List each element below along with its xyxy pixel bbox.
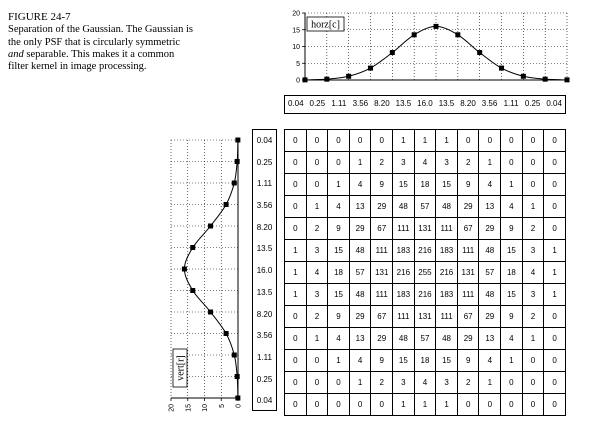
horz-value: 0.04: [546, 99, 562, 108]
horz-value: 13.5: [438, 99, 455, 108]
kernel-cell: 0: [544, 174, 566, 196]
kernel-cell: 0: [285, 130, 307, 152]
kernel-cell: 29: [457, 328, 479, 350]
vert-data-point: [224, 331, 229, 336]
kernel-cell: 4: [414, 152, 436, 174]
kernel-cell: 48: [436, 196, 458, 218]
kernel-cell: 2: [457, 152, 479, 174]
kernel-cell: 0: [306, 394, 328, 416]
kernel-cell: 4: [306, 262, 328, 284]
vert-value: 8.20: [256, 309, 273, 319]
vert-value: 1.11: [257, 179, 272, 189]
kernel-cell: 15: [328, 284, 350, 306]
kernel-cell: 57: [414, 328, 436, 350]
kernel-cell: 216: [436, 262, 458, 284]
kernel-cell: 9: [501, 306, 523, 328]
kernel-cell: 0: [501, 394, 523, 416]
vert-xtick-label: 10: [202, 404, 209, 412]
kernel-cell: 57: [349, 262, 371, 284]
kernel-cell: 3: [436, 152, 458, 174]
horz-data-point: [434, 24, 439, 29]
kernel-cell: 2: [371, 372, 393, 394]
kernel-cell: 9: [501, 218, 523, 240]
kernel-cell: 2: [522, 306, 544, 328]
kernel-cell: 1: [393, 394, 415, 416]
kernel-cell: 0: [328, 372, 350, 394]
horz-ytick-label: 5: [296, 60, 300, 68]
kernel-cell: 0: [306, 152, 328, 174]
kernel-cell: 111: [393, 306, 415, 328]
kernel-cell: 0: [522, 174, 544, 196]
kernel-cell: 3: [393, 152, 415, 174]
kernel-row: [285, 262, 566, 284]
kernel-cell: 3: [306, 284, 328, 306]
kernel-cell: 3: [393, 372, 415, 394]
horz-data-point: [390, 50, 395, 55]
horz-value: 16.0: [417, 99, 433, 108]
kernel-cell: 216: [414, 240, 436, 262]
horz-ytick-label: 0: [296, 77, 300, 85]
horz-value: 0.25: [309, 99, 326, 108]
kernel-cell: 111: [371, 284, 393, 306]
kernel-row: [285, 196, 566, 218]
horz-data-point: [455, 32, 460, 37]
kernel-row: [285, 152, 566, 174]
kernel-cell: 131: [414, 218, 436, 240]
kernel-cell: 4: [479, 174, 501, 196]
kernel-row: [285, 306, 566, 328]
kernel-cell: 0: [457, 394, 479, 416]
horz-data-point: [543, 77, 548, 82]
kernel-cell: 15: [393, 174, 415, 196]
kernel-cell: 183: [393, 240, 415, 262]
kernel-cell: 3: [522, 284, 544, 306]
caption-line-4: filter kernel in image processing.: [8, 61, 147, 73]
kernel-cell: 0: [285, 306, 307, 328]
kernel-cell: 1: [393, 130, 415, 152]
kernel-row: [285, 328, 566, 350]
kernel-cell: 3: [306, 240, 328, 262]
kernel-cell: 0: [544, 152, 566, 174]
kernel-cell: 0: [285, 152, 307, 174]
kernel-cell: 67: [371, 218, 393, 240]
vert-data-point: [235, 138, 240, 143]
kernel-cell: 15: [501, 240, 523, 262]
kernel-cell: 0: [479, 394, 501, 416]
kernel-cell: 4: [479, 350, 501, 372]
kernel-cell: 255: [414, 262, 436, 284]
kernel-cell: 216: [393, 262, 415, 284]
kernel-cell: 15: [393, 350, 415, 372]
vert-value: 13.5: [256, 244, 273, 254]
kernel-cell: 0: [522, 394, 544, 416]
kernel-cell: 9: [457, 350, 479, 372]
kernel-cell: 0: [285, 218, 307, 240]
kernel-cell: 48: [393, 196, 415, 218]
kernel-row: [285, 394, 566, 416]
kernel-cell: 0: [285, 328, 307, 350]
kernel-cell: 0: [349, 130, 371, 152]
kernel-cell: 1: [436, 394, 458, 416]
vert-xtick-label: 0: [235, 404, 243, 408]
horz-data-point: [303, 77, 308, 82]
kernel-cell: 0: [522, 130, 544, 152]
kernel-cell: 15: [501, 284, 523, 306]
vert-value: 1.11: [257, 352, 272, 362]
kernel-cell: 0: [544, 130, 566, 152]
kernel-cell: 0: [306, 350, 328, 372]
kernel-cell: 1: [544, 240, 566, 262]
vert-data-point: [232, 181, 237, 186]
kernel-cell: 0: [522, 372, 544, 394]
kernel-cell: 15: [436, 350, 458, 372]
kernel-cell: 3: [522, 240, 544, 262]
kernel-cell: 0: [457, 130, 479, 152]
vert-data-point: [235, 374, 240, 379]
horz-data-point: [521, 74, 526, 79]
kernel-cell: 131: [414, 306, 436, 328]
kernel-cell: 1: [306, 328, 328, 350]
vert-data-point: [224, 202, 229, 207]
kernel-cell: 9: [371, 350, 393, 372]
kernel-cell: 48: [393, 328, 415, 350]
kernel-cell: 111: [393, 218, 415, 240]
kernel-cell: 131: [457, 262, 479, 284]
vert-data-point: [190, 245, 195, 250]
horz-value: 8.20: [460, 99, 476, 108]
kernel-cell: 3: [436, 372, 458, 394]
kernel-cell: 0: [522, 152, 544, 174]
vert-xtick-label: 20: [168, 404, 176, 412]
kernel-cell: 4: [414, 372, 436, 394]
vert-data-point: [182, 267, 187, 272]
kernel-cell: 0: [285, 174, 307, 196]
vert-values-column: [252, 129, 277, 411]
vert-value: 0.25: [256, 374, 273, 384]
kernel-cell: 0: [544, 350, 566, 372]
kernel-cell: 4: [501, 328, 523, 350]
kernel-cell: 0: [544, 372, 566, 394]
kernel-row: [285, 174, 566, 196]
kernel-row: [285, 218, 566, 240]
horz-value: 1.11: [503, 99, 519, 108]
vert-value: 3.56: [256, 331, 273, 341]
kernel-cell: 0: [479, 130, 501, 152]
kernel-cell: 1: [522, 196, 544, 218]
kernel-cell: 29: [371, 196, 393, 218]
horz-value: 0.25: [524, 99, 541, 108]
vert-label: vert[r]: [175, 355, 187, 381]
kernel-cell: 1: [414, 394, 436, 416]
kernel-row: [285, 350, 566, 372]
kernel-cell: 29: [457, 196, 479, 218]
vert-data-point: [190, 288, 195, 293]
vert-value: 8.20: [256, 222, 273, 232]
kernel-cell: 9: [457, 174, 479, 196]
kernel-cell: 1: [349, 372, 371, 394]
vert-data-point: [208, 224, 213, 229]
kernel-cell: 29: [349, 306, 371, 328]
kernel-cell: 111: [436, 218, 458, 240]
horz-values-row: [284, 95, 566, 114]
kernel-cell: 15: [436, 174, 458, 196]
kernel-cell: 29: [479, 306, 501, 328]
kernel-cell: 2: [306, 306, 328, 328]
kernel-cell: 1: [328, 350, 350, 372]
horz-data-point: [346, 74, 351, 79]
kernel-cell: 4: [349, 174, 371, 196]
kernel-cell: 9: [371, 174, 393, 196]
kernel-cell: 9: [328, 306, 350, 328]
horz-value: 1.11: [331, 99, 347, 108]
kernel-cell: 0: [285, 372, 307, 394]
kernel-cell: 1: [414, 130, 436, 152]
horz-ytick-label: 10: [292, 44, 300, 51]
kernel-cell: 4: [328, 328, 350, 350]
kernel-cell: 48: [479, 284, 501, 306]
vert-data-point: [208, 310, 213, 315]
kernel-cell: 0: [328, 152, 350, 174]
kernel-cell: 2: [371, 152, 393, 174]
kernel-cell: 0: [306, 174, 328, 196]
vert-xtick-label: 15: [185, 404, 193, 412]
horz-value: 8.20: [374, 99, 390, 108]
kernel-cell: 1: [544, 262, 566, 284]
kernel-cell: 216: [414, 284, 436, 306]
horz-value: 3.56: [481, 99, 498, 108]
horz-data-point: [412, 32, 417, 37]
vert-value: 13.5: [256, 287, 273, 297]
horz-value: 13.5: [395, 99, 412, 108]
kernel-cell: 13: [349, 328, 371, 350]
kernel-cell: 0: [306, 372, 328, 394]
kernel-cell: 131: [371, 262, 393, 284]
kernel-table: [284, 129, 566, 416]
caption-line-1: Separation of the Gaussian. The Gaussian is: [8, 24, 193, 36]
kernel-cell: 0: [285, 350, 307, 372]
vert-value: 0.04: [256, 396, 273, 406]
kernel-cell: 0: [285, 394, 307, 416]
kernel-cell: 0: [371, 130, 393, 152]
kernel-cell: 0: [544, 328, 566, 350]
kernel-cell: 1: [501, 174, 523, 196]
kernel-cell: 4: [522, 262, 544, 284]
kernel-cell: 183: [436, 284, 458, 306]
kernel-cell: 4: [349, 350, 371, 372]
horz-ytick-label: 15: [292, 27, 300, 35]
kernel-cell: 48: [436, 328, 458, 350]
kernel-cell: 4: [328, 196, 350, 218]
kernel-cell: 0: [501, 152, 523, 174]
kernel-cell: 9: [328, 218, 350, 240]
kernel-cell: 0: [501, 372, 523, 394]
kernel-cell: 1: [522, 328, 544, 350]
kernel-cell: 4: [501, 196, 523, 218]
kernel-cell: 67: [457, 218, 479, 240]
kernel-cell: 29: [371, 328, 393, 350]
kernel-cell: 2: [457, 372, 479, 394]
horz-label: horz[c]: [311, 19, 340, 31]
horz-data-point: [477, 50, 482, 55]
kernel-cell: 1: [349, 152, 371, 174]
kernel-cell: 13: [479, 196, 501, 218]
horz-data-point: [499, 66, 504, 71]
kernel-cell: 1: [328, 174, 350, 196]
vert-data-point: [235, 396, 240, 401]
kernel-cell: 29: [349, 218, 371, 240]
kernel-cell: 2: [306, 218, 328, 240]
kernel-cell: 1: [436, 130, 458, 152]
vert-value: 0.04: [256, 136, 273, 145]
kernel-cell: 0: [544, 196, 566, 218]
kernel-cell: 111: [371, 240, 393, 262]
kernel-cell: 15: [328, 240, 350, 262]
kernel-cell: 0: [501, 130, 523, 152]
kernel-cell: 0: [544, 394, 566, 416]
kernel-cell: 111: [457, 284, 479, 306]
kernel-cell: 13: [479, 328, 501, 350]
kernel-cell: 1: [285, 262, 307, 284]
kernel-cell: 48: [349, 240, 371, 262]
vert-value: 16.0: [256, 266, 273, 276]
kernel-row: [285, 130, 566, 152]
kernel-row: [285, 240, 566, 262]
kernel-cell: 0: [522, 350, 544, 372]
caption-emphasis: and: [8, 48, 24, 60]
kernel-cell: 1: [285, 240, 307, 262]
kernel-cell: 1: [501, 350, 523, 372]
kernel-cell: 67: [457, 306, 479, 328]
kernel-cell: 183: [436, 240, 458, 262]
kernel-cell: 57: [414, 196, 436, 218]
kernel-cell: 183: [393, 284, 415, 306]
kernel-cell: 1: [544, 284, 566, 306]
kernel-cell: 0: [328, 130, 350, 152]
kernel-cell: 18: [414, 350, 436, 372]
caption-line-2: the only PSF that is circularly symmetric: [8, 36, 181, 48]
kernel-cell: 0: [306, 130, 328, 152]
vert-xtick-label: 5: [218, 404, 226, 408]
kernel-cell: 0: [371, 394, 393, 416]
horz-data-point: [565, 77, 570, 82]
kernel-cell: 29: [479, 218, 501, 240]
kernel-cell: 111: [457, 240, 479, 262]
kernel-cell: 57: [479, 262, 501, 284]
kernel-cell: 1: [285, 284, 307, 306]
vert-value: 0.25: [256, 157, 273, 167]
kernel-cell: 13: [349, 196, 371, 218]
horz-ytick-label: 20: [292, 10, 300, 18]
kernel-cell: 48: [349, 284, 371, 306]
caption-line-3: separable. This makes it a common: [23, 48, 175, 60]
horz-data-point: [324, 77, 329, 82]
kernel-cell: 0: [349, 394, 371, 416]
kernel-cell: 1: [479, 152, 501, 174]
kernel-row: [285, 284, 566, 306]
kernel-cell: 0: [285, 196, 307, 218]
figure-label: FIGURE 24-7: [8, 11, 71, 23]
vert-data-point: [232, 353, 237, 358]
kernel-cell: 0: [328, 394, 350, 416]
kernel-cell: 0: [544, 306, 566, 328]
kernel-cell: 2: [522, 218, 544, 240]
kernel-cell: 18: [501, 262, 523, 284]
kernel-cell: 1: [479, 372, 501, 394]
kernel-cell: 111: [436, 306, 458, 328]
horz-value: 0.04: [287, 99, 304, 108]
vert-data-point: [235, 159, 240, 164]
horz-data-point: [368, 66, 373, 71]
kernel-cell: 18: [328, 262, 350, 284]
kernel-cell: 18: [414, 174, 436, 196]
kernel-cell: 48: [479, 240, 501, 262]
horz-value: 3.56: [352, 99, 369, 108]
kernel-cell: 1: [306, 196, 328, 218]
kernel-cell: 67: [371, 306, 393, 328]
kernel-cell: 0: [544, 218, 566, 240]
kernel-row: [285, 372, 566, 394]
vert-value: 3.56: [256, 201, 273, 211]
